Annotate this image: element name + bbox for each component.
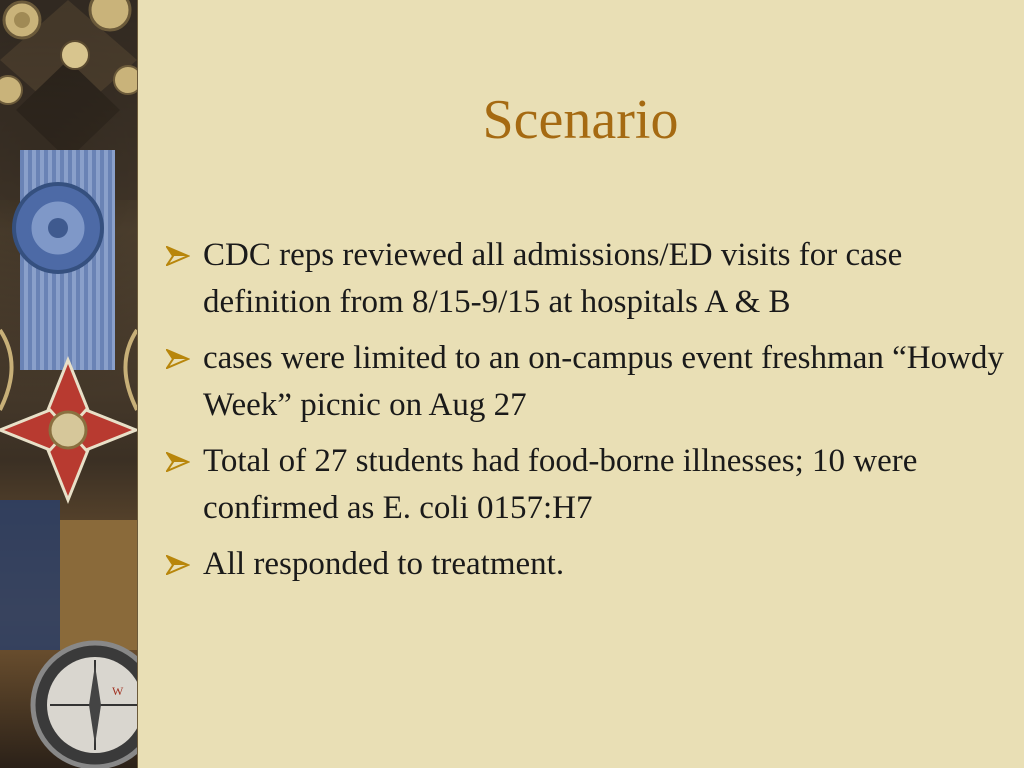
arrowhead-bullet-icon (166, 555, 190, 575)
bullet-item (166, 541, 1006, 588)
ribbon-rosette-icon (14, 150, 115, 370)
bullet-item (166, 232, 1006, 326)
bullet-text: cases were limited to an on-campus event freshman “Howdy Week” picnic on Aug 27 (203, 340, 1004, 423)
arrowhead-bullet-icon (166, 349, 190, 369)
bullet-text: All responded to treatment. (203, 546, 565, 582)
decorative-sidebar (0, 0, 138, 768)
bullet-text: Total of 27 students had food-borne illnesses; 10 were confirmed as E. coli 0157:H7 (203, 443, 918, 526)
slide-title: Scenario (482, 89, 679, 151)
arrowhead-bullet-icon (166, 246, 190, 266)
svg-text:W: W (112, 684, 124, 698)
bullet-item (166, 438, 1006, 532)
compass-icon (33, 643, 137, 767)
arrowhead-bullet-icon (166, 452, 190, 472)
bullet-text: CDC reps reviewed all admissions/ED visits for case definition from 8/15-9/15 at hospitals A & B (203, 237, 903, 320)
bullet-list (166, 232, 1006, 597)
medals-collage-image (0, 0, 137, 768)
bullet-item (166, 335, 1006, 429)
